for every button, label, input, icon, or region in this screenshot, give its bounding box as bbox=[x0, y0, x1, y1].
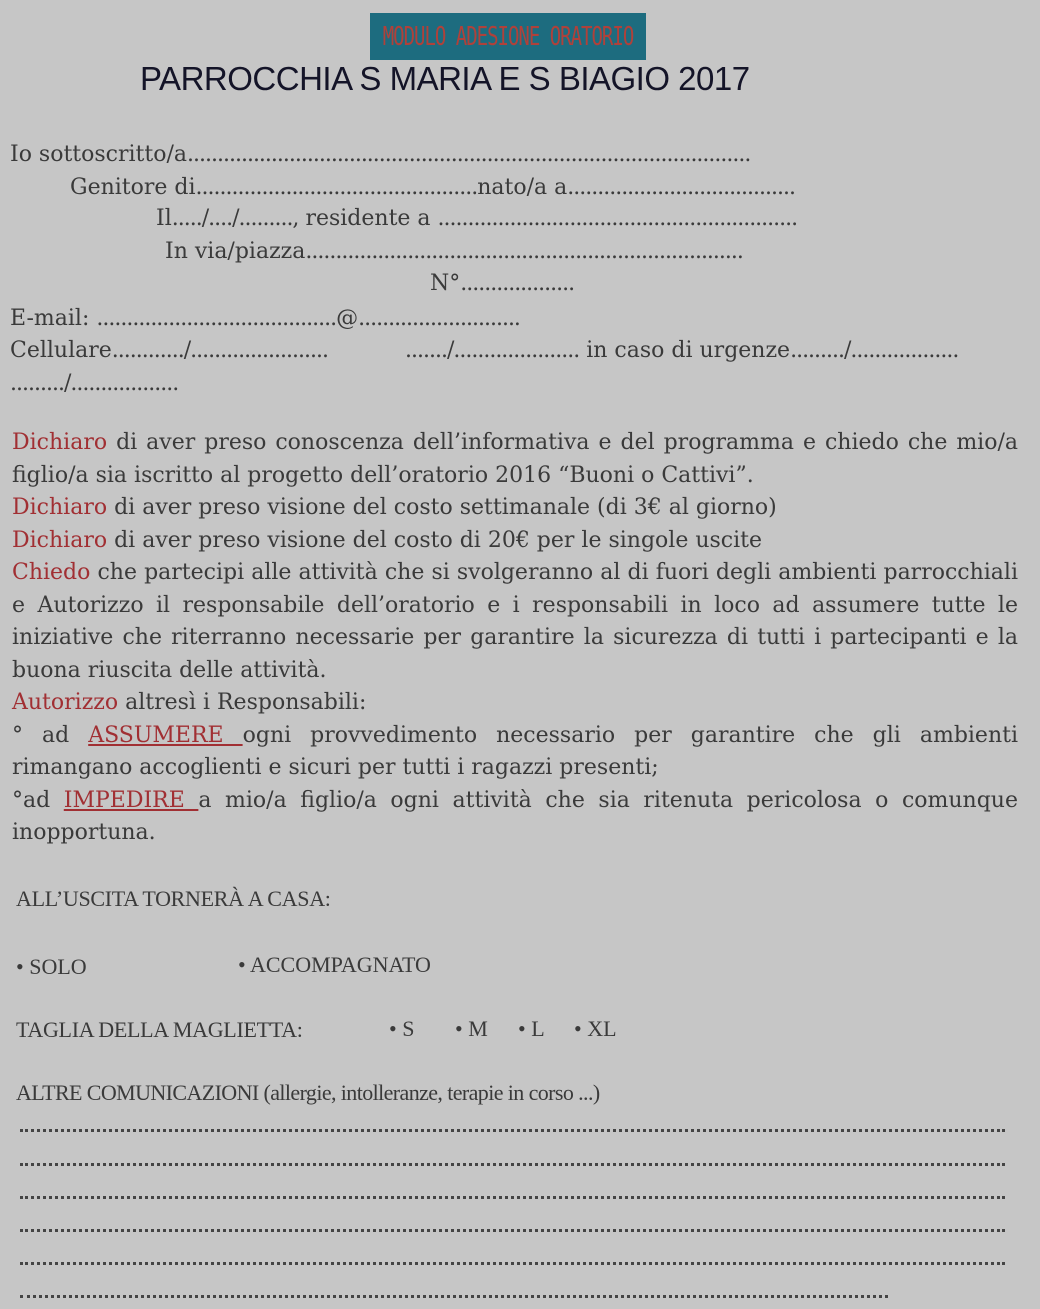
residente-label: residente a bbox=[305, 206, 431, 231]
data-nascita-blank[interactable]: ...../..../........., bbox=[171, 206, 299, 231]
option-accompagnato[interactable]: • ACCOMPAGNATO bbox=[238, 952, 431, 977]
urgenze-label: in caso di urgenze bbox=[586, 338, 791, 363]
declaration-keyword: Autorizzo bbox=[12, 690, 119, 715]
sottoscritto-label: Io sottoscritto/a bbox=[10, 142, 188, 167]
cellulare-2-blank[interactable]: ......./..................... bbox=[405, 338, 580, 363]
comunicazioni-line-3[interactable] bbox=[20, 1192, 1005, 1199]
authorization-impedire: °ad IMPEDIRE a mio/a figlio/a ogni attività che sia ritenuta pericolosa o comunque inopportuna. bbox=[12, 787, 1018, 845]
field-extra-phone[interactable] bbox=[10, 370, 178, 398]
il-label: Il bbox=[156, 206, 172, 231]
declaration-2: Dichiaro di aver preso visione del costo settimanale (di 3€ al giorno) bbox=[12, 495, 777, 520]
sottoscritto-blank[interactable]: .............................................................................................. bbox=[187, 142, 751, 167]
declaration-keyword: Dichiaro bbox=[12, 495, 108, 520]
option-taglia-m[interactable]: • M bbox=[455, 1016, 488, 1041]
declaration-3: Dichiaro di aver preso visione del costo di 20€ per le singole uscite bbox=[12, 527, 763, 553]
genitore-label: Genitore di bbox=[70, 175, 196, 200]
field-numero[interactable] bbox=[430, 270, 574, 298]
declaration-keyword: Dichiaro bbox=[12, 430, 108, 455]
via-label: In via/piazza bbox=[165, 239, 306, 264]
declaration-5: Autorizzo altresì i Responsabili: bbox=[12, 690, 367, 715]
nato-label: nato/a a bbox=[477, 175, 568, 200]
form-banner bbox=[370, 13, 646, 60]
comunicazioni-line-6[interactable] bbox=[20, 1291, 888, 1298]
email-domain-blank[interactable]: ........................... bbox=[358, 306, 520, 331]
field-via[interactable] bbox=[165, 238, 743, 266]
declaration-1: Dichiaro di aver preso conoscenza dell’informativa e del programma e chiedo che mio/a figlio/a sia iscritto al progetto dell’oratorio 2016 “Buoni o Cattivi”. bbox=[12, 430, 1018, 488]
page-title: PARROCCHIA S MARIA E S BIAGIO 2017 bbox=[140, 60, 750, 97]
option-taglia-s[interactable]: • S bbox=[389, 1016, 415, 1041]
banner-text: MODULO ADESIONE ORATORIO bbox=[382, 21, 634, 52]
field-cellulare-2[interactable] bbox=[405, 337, 958, 365]
declaration-4: Chiedo che partecipi alle attività che si svolgeranno al di fuori degli ambienti parrocchiali e Autorizzo il responsabile dell’oratorio e i responsabili in loco ad assumere tutte le iniziative che riterranno necessarie per garantire la sicurezza di tutti i partecipanti e la buona riuscita delle attività. bbox=[12, 560, 1018, 683]
field-data-residenza[interactable] bbox=[156, 205, 797, 233]
field-email[interactable] bbox=[10, 305, 520, 333]
numero-blank[interactable]: ................... bbox=[460, 271, 575, 296]
comunicazioni-label: ALTRE COMUNICAZIONI (allergie, intolleranze, terapie in corso ...) bbox=[16, 1080, 600, 1105]
field-cellulare[interactable] bbox=[10, 337, 328, 365]
field-genitore[interactable] bbox=[70, 174, 795, 202]
declaration-keyword: Chiedo bbox=[12, 560, 91, 585]
declarations bbox=[12, 427, 1018, 850]
nato-blank[interactable]: ...................................... bbox=[567, 175, 795, 200]
genitore-blank[interactable]: ............................................... bbox=[195, 175, 478, 200]
keyword-impedire: IMPEDIRE bbox=[63, 787, 199, 813]
cellulare-label: Cellulare bbox=[10, 338, 112, 363]
declaration-keyword: Dichiaro bbox=[12, 527, 108, 553]
option-taglia-l[interactable]: • L bbox=[518, 1016, 545, 1041]
via-blank[interactable]: ......................................................................... bbox=[305, 239, 743, 264]
at-symbol: @ bbox=[336, 306, 359, 331]
email-label: E-mail: bbox=[10, 306, 90, 331]
option-taglia-xl[interactable]: • XL bbox=[574, 1016, 617, 1041]
numero-label: N° bbox=[430, 271, 461, 296]
cellulare-blank[interactable]: ............/....................... bbox=[111, 338, 328, 363]
urgenze-blank[interactable]: ........./.................. bbox=[790, 338, 959, 363]
extra-phone-blank[interactable]: ........./.................. bbox=[10, 371, 179, 396]
option-solo[interactable]: • SOLO bbox=[16, 954, 87, 979]
email-user-blank[interactable]: ........................................ bbox=[96, 306, 337, 331]
uscita-label: ALL’USCITA TORNERÀ A CASA: bbox=[16, 886, 331, 911]
comunicazioni-line-1[interactable] bbox=[20, 1125, 1005, 1132]
residente-blank[interactable]: ............................................................ bbox=[437, 206, 798, 231]
field-sottoscritto[interactable] bbox=[10, 141, 750, 169]
comunicazioni-line-2[interactable] bbox=[20, 1159, 1005, 1166]
keyword-assumere: ASSUMERE bbox=[88, 722, 243, 748]
comunicazioni-line-5[interactable] bbox=[20, 1258, 1005, 1265]
authorization-assumere: ° ad ASSUMERE ogni provvedimento necessario per garantire che gli ambienti rimangano accoglienti e sicuri per tutti i ragazzi presenti; bbox=[12, 722, 1018, 780]
taglia-label: TAGLIA DELLA MAGLIETTA: bbox=[16, 1017, 303, 1042]
comunicazioni-line-4[interactable] bbox=[20, 1225, 1005, 1232]
